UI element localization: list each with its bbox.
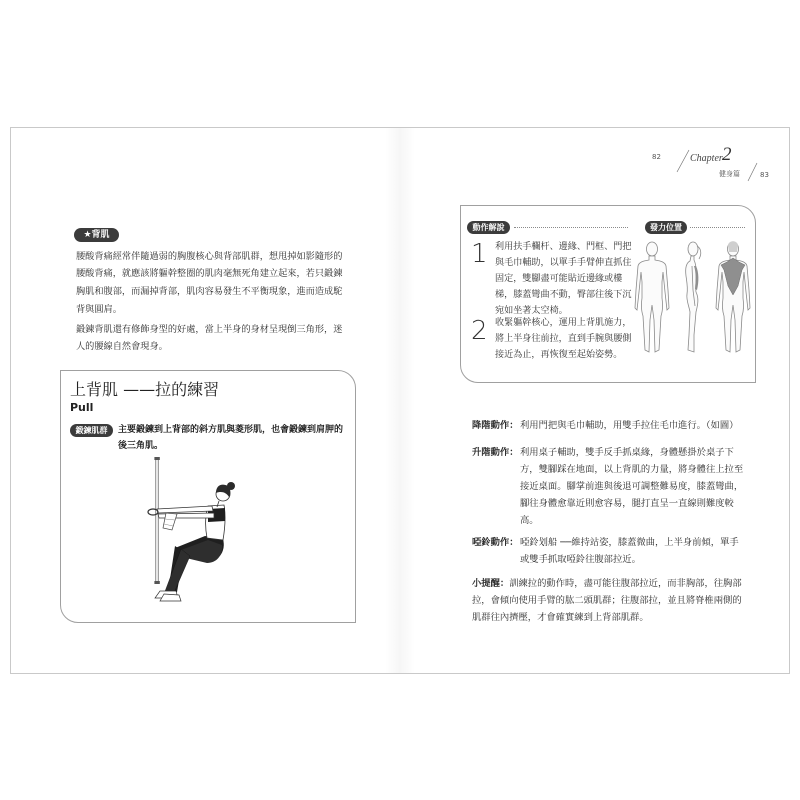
benefit-paragraph bbox=[76, 321, 342, 355]
muscle-group-tag: 鍛鍊肌群 bbox=[70, 424, 113, 437]
left-page-number: 82 bbox=[652, 153, 661, 161]
progression-note bbox=[472, 444, 743, 529]
section-title: 健身篇 bbox=[719, 170, 740, 178]
right-page-number: 83 bbox=[760, 171, 769, 179]
note-line: 高。 bbox=[520, 514, 539, 526]
chapter-label: Chapter bbox=[690, 153, 723, 164]
steps-tag: 動作解說 bbox=[467, 221, 510, 234]
back-muscle-badge: ★背肌 bbox=[74, 228, 119, 242]
pole bbox=[154, 457, 159, 584]
note-label: 降階動作： bbox=[472, 419, 519, 431]
center-fold-shadow bbox=[385, 128, 415, 673]
muscles-tag-divider bbox=[690, 227, 745, 228]
paragraph-line: 腰酸背痛經常伴隨過弱的胸腹核心與背部肌群，想甩掉如影隨形的 bbox=[76, 250, 343, 262]
description-line: 後三角肌。 bbox=[118, 441, 164, 451]
header-slashes bbox=[670, 145, 770, 185]
note-line: 肌群往內擠壓，才會確實練到上背部肌群。 bbox=[472, 611, 649, 623]
paragraph-line: 鍛鍊背肌還有修飾身型的好處，當上半身的身材呈現倒三角形，迷 bbox=[76, 323, 343, 335]
paragraph-line: 胸肌和腹部，而漏掉背部，肌肉容易發生不平衡現象，進而造成駝 bbox=[76, 285, 343, 297]
paragraph-line: 背與圓肩。 bbox=[76, 303, 122, 315]
muscles-tag: 發力位置 bbox=[645, 221, 687, 234]
step-2-text bbox=[495, 315, 631, 363]
step-number: 1 bbox=[471, 239, 488, 269]
note-label: 小提醒： bbox=[472, 577, 510, 589]
shoes bbox=[155, 591, 181, 601]
note-line: 接近桌面。腳掌前進與後退可調整難易度，膝蓋彎曲， bbox=[520, 480, 744, 492]
step-line: 固定，雙腳盡可能貼近邊緣或樓 bbox=[495, 274, 623, 284]
tip-note bbox=[472, 575, 742, 626]
head bbox=[216, 482, 235, 501]
note-label: 升階動作： bbox=[472, 446, 519, 458]
step-1-text bbox=[495, 239, 631, 319]
body-back-figure bbox=[716, 241, 750, 352]
note-line: 拉，會傾向使用手臂的肱二頭肌群；往腹部拉，並且將脊椎兩側的 bbox=[472, 594, 742, 606]
note-line: 利用桌子輔助，雙手反手抓桌緣，身體懸掛於桌子下 bbox=[520, 446, 734, 458]
steps-tag-divider bbox=[514, 227, 628, 228]
note-line: 訓練拉的動作時，盡可能往腹部拉近，而非胸部，往胸部 bbox=[509, 577, 742, 589]
description-line: 主要鍛鍊到上背部的斜方肌與菱形肌，也會鍛鍊到肩胛的 bbox=[118, 425, 344, 435]
step-line: 將上半身往前拉，直到手腕與腰側 bbox=[495, 334, 632, 344]
muscle-map-illustration bbox=[630, 238, 755, 358]
note-label: 啞鈴動作： bbox=[472, 536, 519, 548]
note-line: 利用門把與毛巾輔助，用雙手拉住毛巾進行。（如圖） bbox=[520, 419, 739, 431]
exercise-title: 上背肌 ——拉的練習 bbox=[70, 380, 220, 399]
paragraph-line: 腰酸背痛，就應該將軀幹整圈的肌肉毫無死角建立起來，若只鍛鍊 bbox=[76, 268, 343, 280]
note-line: 或雙手抓取啞鈴往腹部拉近。 bbox=[520, 553, 641, 565]
body-front-figure bbox=[635, 242, 669, 352]
header-slash-right bbox=[748, 163, 757, 181]
step-line: 梯，膝蓋彎曲不動，臀部往後下沉 bbox=[495, 290, 632, 300]
step-line: 宛如坐著太空椅。 bbox=[495, 306, 568, 316]
regression-note bbox=[472, 417, 738, 434]
woman-pole-pull-illustration bbox=[130, 455, 250, 605]
step-line: 與毛巾輔助，以單手手臂伸直抓住 bbox=[495, 258, 632, 268]
step-line: 收緊軀幹核心，運用上背肌施力， bbox=[495, 318, 632, 328]
step-line: 利用扶手欄杆、邊緣、門框、門把 bbox=[495, 242, 632, 252]
chapter-number: 2 bbox=[722, 144, 732, 165]
note-line: 方，雙腳踩在地面，以上背肌的力量，將身體往上拉至 bbox=[520, 463, 744, 475]
paragraph-line: 人的腰線自然會現身。 bbox=[76, 340, 168, 352]
step-line: 接近為止，再恢復至起始姿勢。 bbox=[495, 350, 623, 360]
dumbbell-note bbox=[472, 534, 739, 568]
body-side-figure bbox=[686, 242, 701, 352]
intro-paragraph bbox=[76, 248, 342, 319]
note-line: 腳往身體愈靠近則愈容易，腿打直呈一直線則難度較 bbox=[520, 497, 734, 509]
exercise-subtitle: Pull bbox=[70, 401, 94, 414]
muscle-group-description bbox=[118, 422, 343, 454]
step-number: 2 bbox=[471, 316, 488, 346]
header-slash-left bbox=[677, 150, 689, 172]
note-line: 啞鈴划船 ──維持站姿，膝蓋微曲，上半身前傾，單手 bbox=[520, 536, 739, 548]
